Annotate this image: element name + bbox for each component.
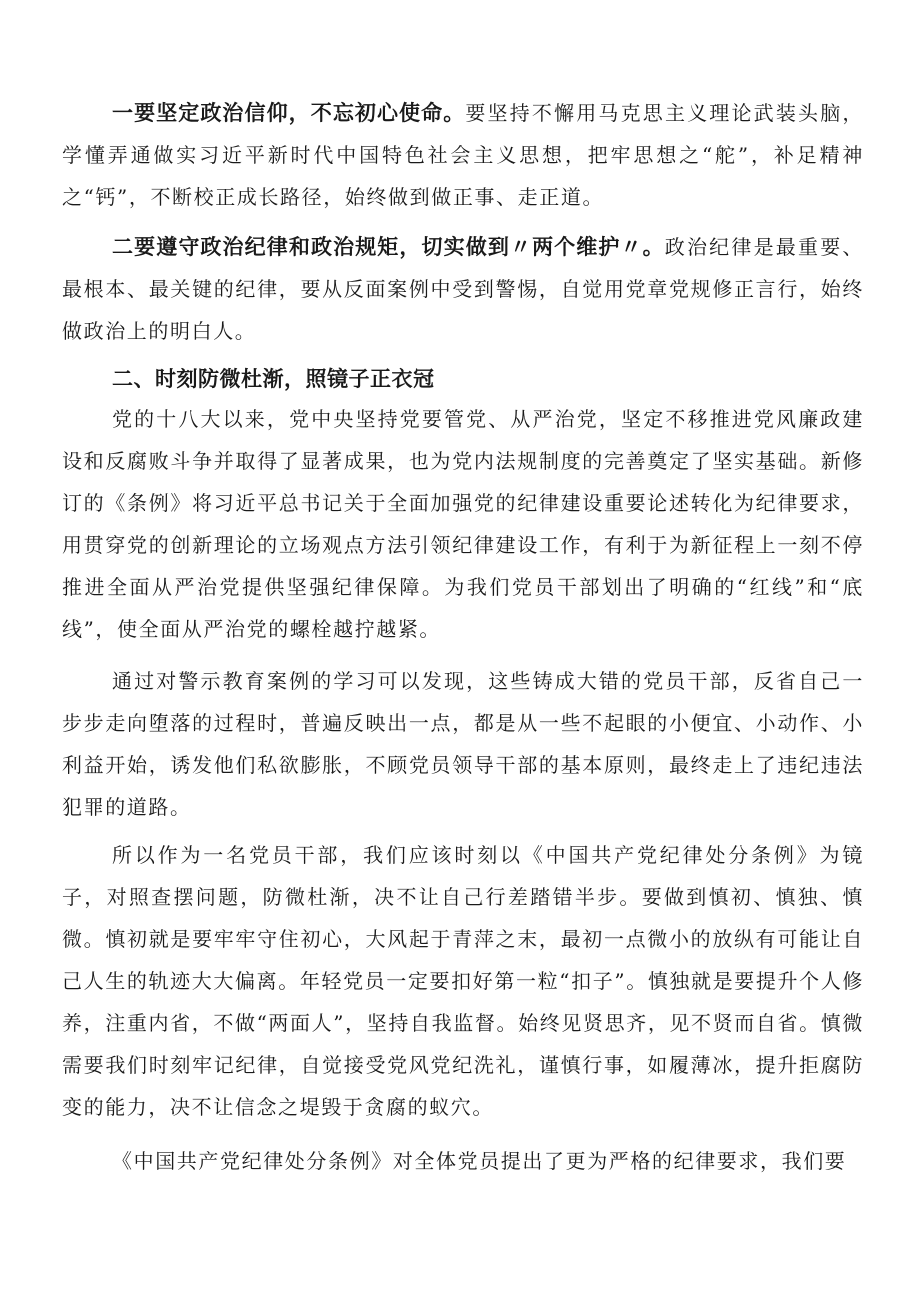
paragraph-political-discipline	[62, 226, 864, 352]
paragraph-lead: 一要坚定政治信仰，不忘初心使命。	[112, 101, 466, 125]
body-paragraph-party-discipline: 党的十八大以来，党中央坚持党要管党、从严治党，坚定不移推进党风廉政建设和反腐败斗争并取得了显著成果，也为党内法规制度的完善奠定了坚实基础。新修订的《条例》将习近平总书记关于全面加强党的纪律建设重要论述转化为纪律要求，用贯穿党的创新理论的立场观点方法引领纪律建设工作，有利于为新征程上一刻不停推进全面从严治党提供坚强纪律保障。为我们党员干部划出了明确的“红线”和“底线”，使全面从严治党的螺栓越拧越紧。	[62, 407, 864, 641]
body-paragraph-regulations: 《中国共产党纪律处分条例》对全体党员提出了更为严格的纪律要求，我们要	[112, 1149, 847, 1173]
paragraph-text: 政治纪律是最重要、最根本、最关键的纪律，要从反面案例中受到警惕，自觉用党章党规修正言行，始终做政治上的明白人。	[62, 235, 865, 343]
body-paragraph-warning-cases: 通过对警示教育案例的学习可以发现，这些铸成大错的党员干部，反省自己一步步走向堕落的过程时，普遍反映出一点，都是从一些不起眼的小便宜、小动作、小利益开始，诱发他们私欲膨胀，不顾党员领导干部的基本原则，最终走上了违纪违法犯罪的道路。	[62, 669, 864, 819]
paragraph-political-belief	[62, 92, 864, 218]
paragraph-lead: 二要遵守政治纪律和政治规矩，切实做到〃两个维护〃。	[112, 235, 665, 259]
body-paragraph-self-discipline: 所以作为一名党员干部，我们应该时刻以《中国共产党纪律处分条例》为镜子，对照查摆问题，防微杜渐，决不让自己行差踏错半步。要做到慎初、慎独、慎微。慎初就是要牢牢守住初心，大风起于青萍之末，最初一点微小的放纵有可能让自己人生的轨迹大大偏离。年轻党员一定要扣好第一粒“扣子”。慎独就是要提升个人修养，注重内省，不做“两面人”，坚持自我监督。始终见贤思齐，见不贤而自省。慎微需要我们时刻牢记纪律，自觉接受党风党纪洗礼，谨慎行事，如履薄冰，提升拒腐防变的能力，决不让信念之堤毁于贪腐的蚁穴。	[62, 843, 864, 1119]
paragraph-text: 要坚持不懈用马克思主义理论武装头脑，学懂弄通做实习近平新时代中国特色社会主义思想，把牢思想之“舵”，补足精神之“钙”，不断校正成长路径，始终做到做正事、走正道。	[62, 101, 864, 209]
section-heading: 二、时刻防微杜渐，照镜子正衣冠	[112, 367, 435, 391]
